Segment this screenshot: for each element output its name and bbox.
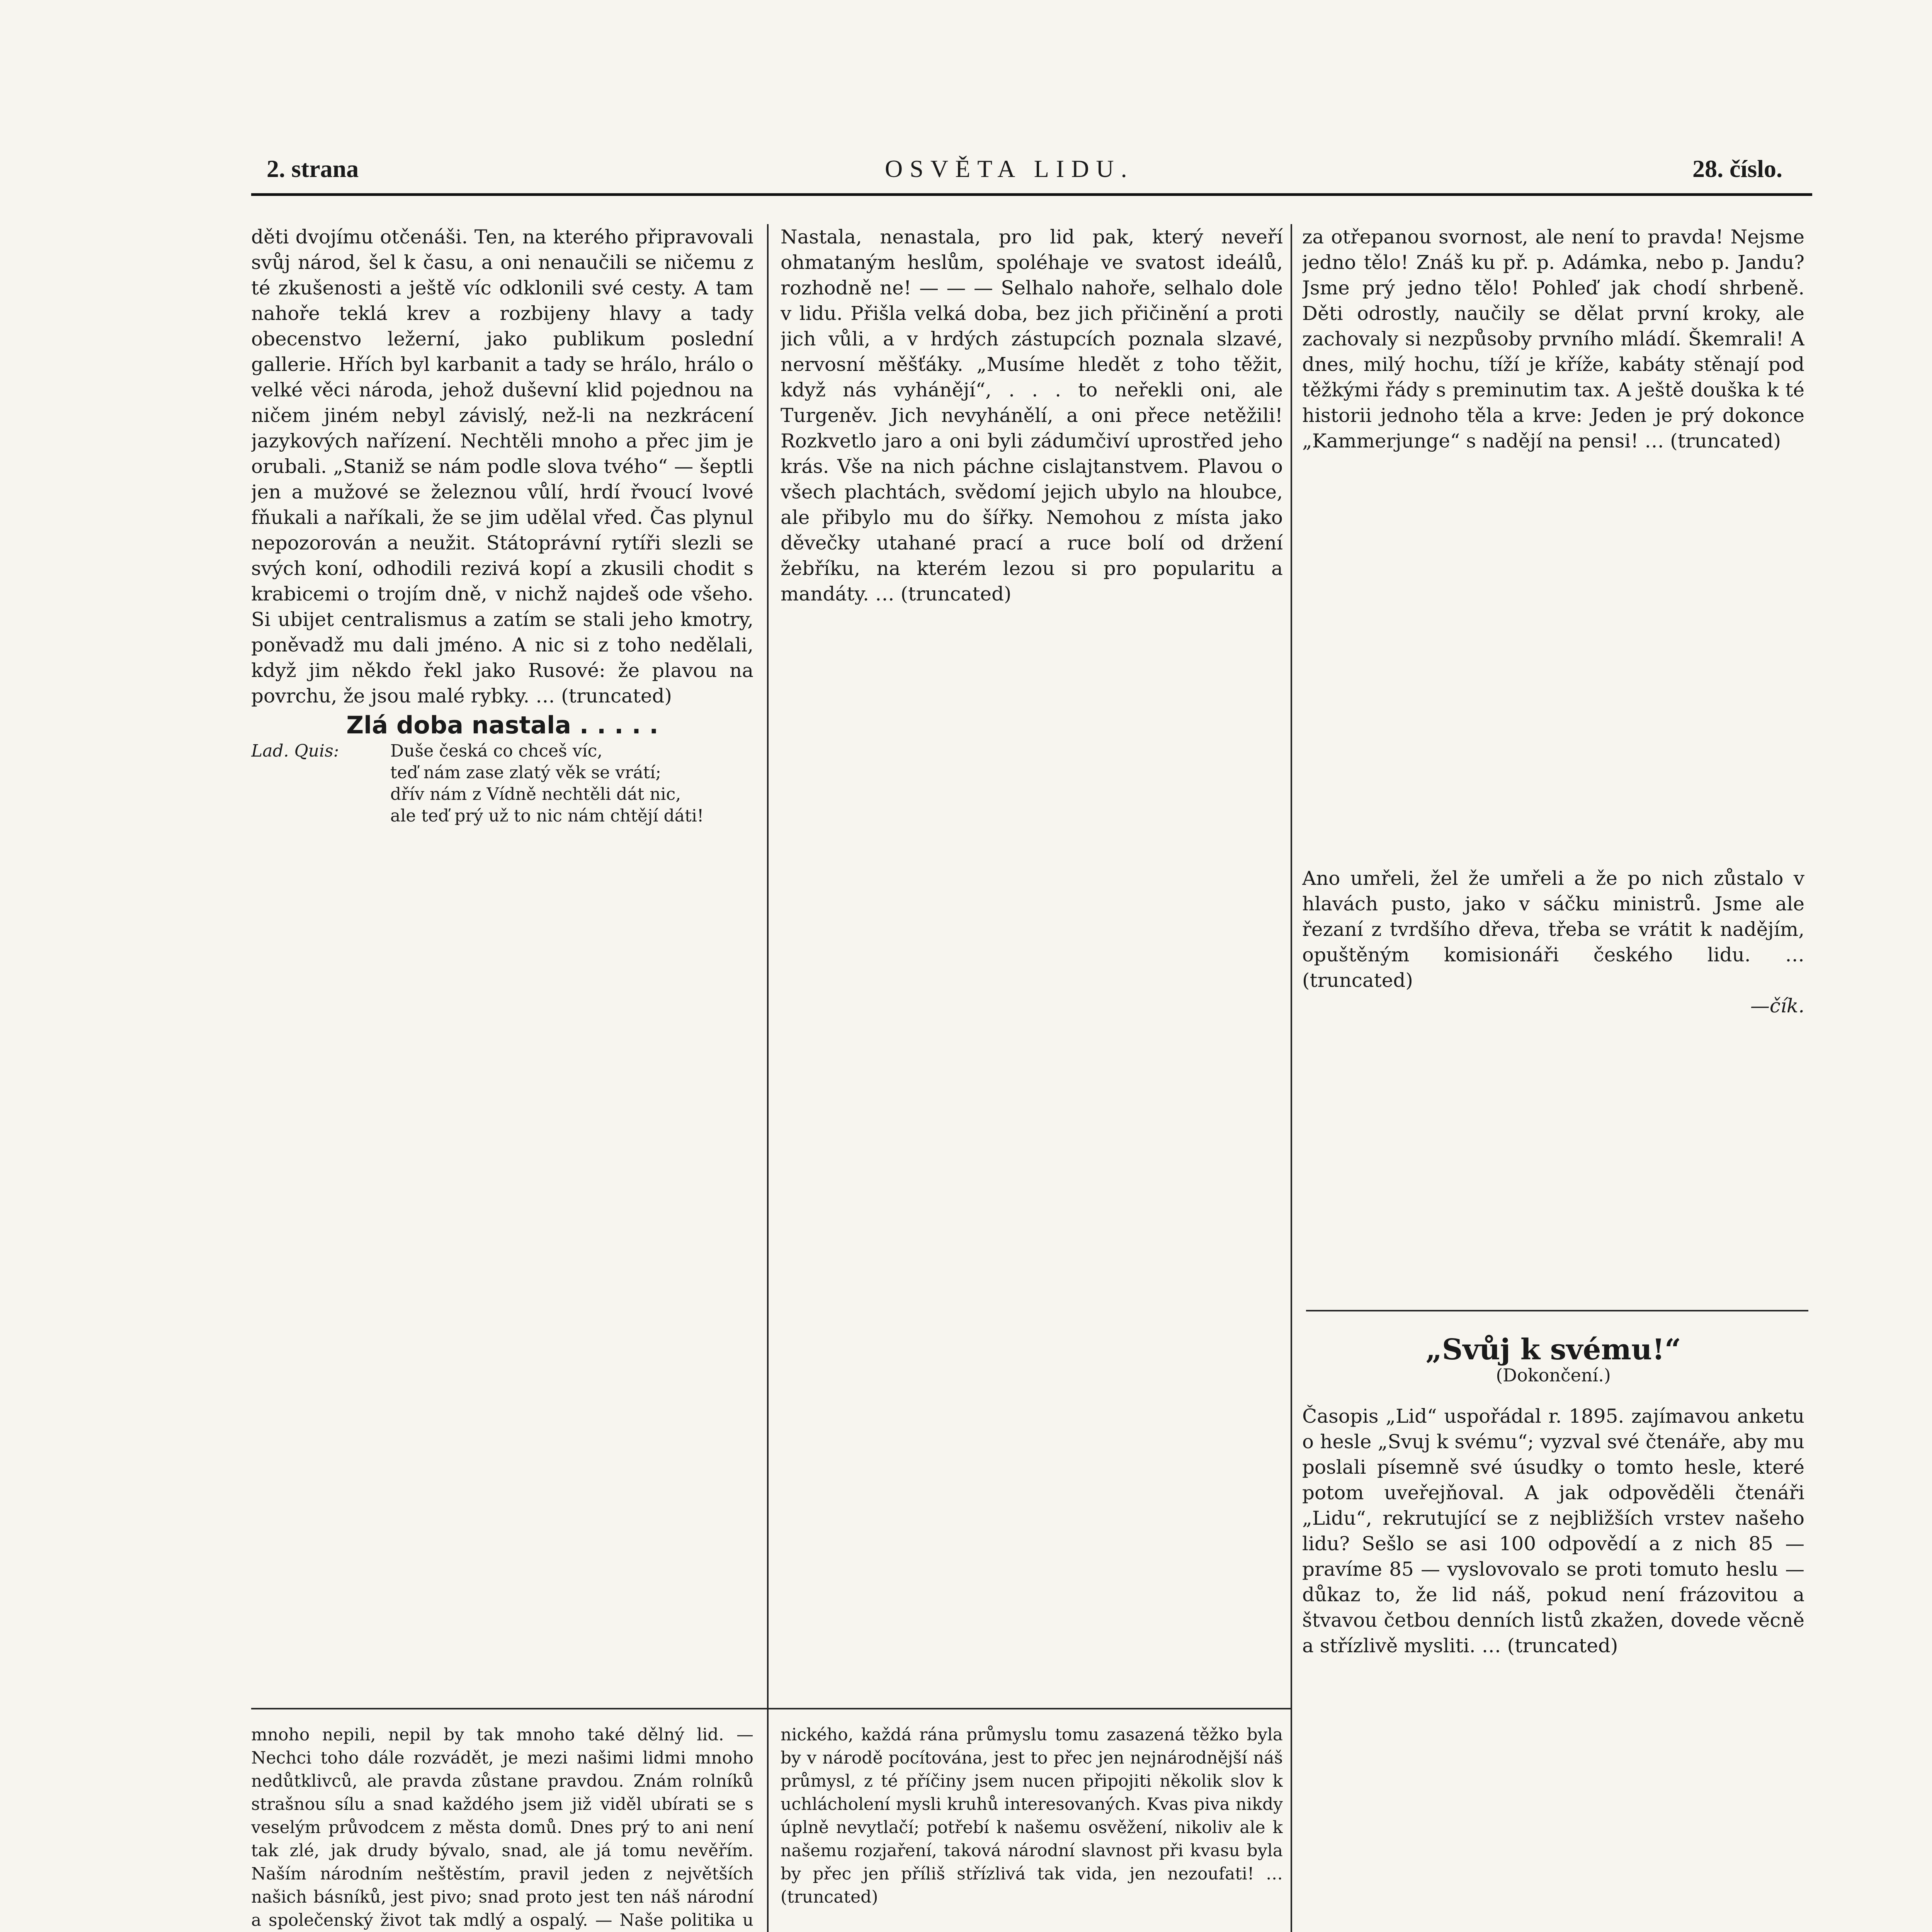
article-subtitle: (Dokončení.) [1496,1365,1611,1386]
column-2-upper [781,224,1283,1700]
section-divider [1306,1310,1808,1311]
newspaper-title: OSVĚTA LIDU. [885,155,1134,182]
column-1-text: děti dvojímu otčenáši. Ten, na kterého připravovali svůj národ, šel k času, a oni nenaučili se ničemu z té zkušenosti a ještě víc odklonili své cesty. A tam nahoře teklá krev a rozbijeny hlavy a tady obecenstvo ležerní, jako publikum poslední gallerie. Hřích byl karbanit a tady se hrálo, hrálo o velké věci národa, jehož duševní klid pojednou na ničem jiném nebyl závislý, než-li na nezkrácení jazykových nařízení. Nechtěli mnoho a přec jim je orubali. „Staniž se nám podle slova tvého“ — šeptli jen a mužové se železnou vůlí, hrdí řvoucí lvové fňukali a naříkali, že se jim udělal vřed. Čas plynul nepozorován a neužit. Státoprávní rytíři slezli se svých koní, odhodili rezivá kopí a zkusili chodit s krabicemi o trojím dně, v nichž najdeš ode všeho. Si ubijet centralismus a zatím se stali jeho kmotry, poněvadž mu dali jméno. A nic si z toho nedělali, když jim někdo řekl jako Rusové: že plavou na povrchu, že jsou malé rybky. … (truncated) [251,226,753,707]
column-1-upper [251,224,753,1522]
column-divider [1291,224,1292,1932]
poem-title: Zlá doba nastala . . . . . [346,711,658,739]
poem-line: dřív nám z Vídně nechtěli dát nic, [390,784,681,804]
article-title: „Svůj k svému!“ [1425,1333,1681,1366]
article-svuj-k-svemu [1302,1314,1804,1932]
signature: —čík. [1750,995,1804,1017]
column-2-lower [781,1723,1283,1932]
column-3-text-2: Ano umřeli, žel že umřeli a že po nich zůstalo v hlavách pusto, jako v sáčku ministrů. Jsme ale řezaní z tvrdšího dřeva, třeba se vrátit k nadějím, opuštěným komisionáři českého lidu. … (truncated) [1302,867,1804,992]
column-2-text: Nastala, nenastala, pro lid pak, který neveří ohmataným heslům, spoléhaje ve svatost ideálů, rozhodně ne! — — — Selhalo nahoře, selhalo dole v lidu. Přišla velká doba, bez jich přičinění a proti jich vůli, a v hrdých zástupcích poznala slzavé, nervosní měšťáky. „Musíme hledět z toho těžit, když nás vyhánějí“, . . . to neřekli oni, ale Turgeněv. Jich nevyhánělí, a oni přece netěžili! Rozkvetlo jaro a oni byli zádumčiví uprostřed jeho krás. Vše na nich páchne cislajtanstvem. Plavou o všech plachtách, svědomí jejich ubylo na hloubce, ale přibylo mu do šířky. Nemohou z místa jako děvečky utahané prací a ruce bolí od držení žebříku, na kterém lezou si pro popularitu a mandáty. … (truncated) [781,226,1283,605]
column-divider [767,224,769,1932]
column-1-lower-text: mnoho nepili, nepil by tak mnoho také dělný lid. — Nechci toho dále rozvádět, je mezi našimi lidmi mnoho nedůtklivců, ale pravda zůstane pravdou. Znám rolníků strašnou sílu a snad každého jsem již viděl ubírati se s veselým průvodcem z města domů. Dnes prý to ani není tak zlé, jak drudy bývalo, snad, ale já tomu nevěřím. Naším národním neštěstím, pravil jeden z největších našich básníků, jest pivo; snad proto jest ten náš národní a společenský život tak mdlý a ospalý. — Naše politika u [251,1725,753,1930]
page-number: 2. strana [267,155,359,182]
article-text: Časopis „Lid“ uspořádal r. 1895. zajímavou anketu o hesle „Svuj k svému“; vyzval své čtenáře, aby mu poslali písemně své úsudky o tomto hesle, které potom uveřejňoval. A jak odpověděli čtenáři „Lidu“, rekrutující se z nejbližších vrstev našeho lidu? Sešlo se asi 100 odpovědí a z nich 85 — pravíme 85 — vyslovovalo se proti tomuto heslu — důkaz to, že lid náš, pokud není frázovitou a štvavou četbou denních listů zkažen, dovede věcně a střízlivě mysliti. … (truncated) [1302,1405,1804,1657]
issue-number: 28. číslo. [1692,155,1782,182]
header-rule [251,193,1812,196]
poem [251,740,753,827]
section-divider [251,1708,1291,1709]
column-1-lower [251,1723,753,1932]
poem-line: Duše česká co chceš víc, [390,741,603,761]
column-3-middle [1302,866,1804,1294]
column-3-upper [1302,224,1804,850]
poem-line: teď nám zase zlatý věk se vrátí; [390,763,662,782]
column-2-lower-text: nického, každá rána průmyslu tomu zasazená těžko byla by v národě pocítována, jest to přec jen nejnárodnější náš průmysl, z té příčiny jsem nucen připojiti několik slov k uchlácholení mysli kruhů interesovaných. Kvas piva nikdy úplně nevytlačí; potřebí k našemu osvěžení, nikoliv ale k našemu rozjaření, taková národní slavnost při kvasu byla by přec jen příliš střízlivá tak vida, jen nezoufati! … (truncated) [781,1725,1283,1907]
column-3-text: za otřepanou svornost, ale není to pravda! Nejsme jedno tělo! Znáš ku př. p. Adámka, nebo p. Jandu? Jsme prý jedno tělo! Pohleď jak chodí shrbeně. Děti odrostly, naučily se dělat první kroky, ale zachovaly si nezpůsoby prvního mládí. Škemrali! A dnes, milý hochu, tíží je kříže, kabáty stěnají pod těžkými řády s preminutim tax. A ještě douška k té historii jednoho těla a krve: Jeden je prý dokonce „Kammerjunge“ s nadějí na pensi! … (truncated) [1302,226,1804,452]
poem-author: Lad. Quis: [251,741,339,761]
poem-line: ale teď prý už to nic nám chtějí dáti! [390,806,704,826]
